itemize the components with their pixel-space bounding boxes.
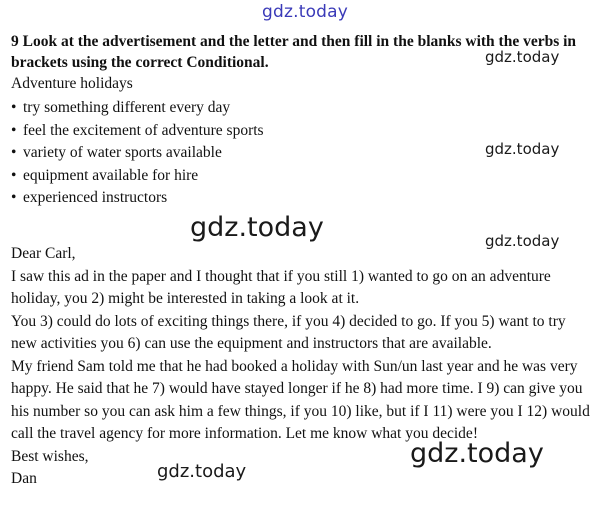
bullet-text: try something different every day	[23, 99, 231, 116]
advert-bullet-item	[11, 187, 264, 210]
bullet-icon: •	[11, 144, 17, 161]
watermark: gdz.today	[157, 461, 247, 482]
bullet-icon: •	[11, 99, 17, 116]
bullet-text: feel the excitement of adventure sports	[23, 121, 264, 139]
letter-signature: Dan	[11, 470, 37, 487]
watermark: gdz.today	[485, 232, 560, 250]
exercise-heading: 9 Look at the advertisement and the letter and then fill in the blanks with the verbs in brackets using the correct Conditional.	[11, 33, 577, 71]
letter-paragraph: My friend Sam told me that he had booked a holiday with Sun/un last year and he was very happy. He said that he 7) would have stayed longer if he 8) had more time. I 9) can give you his number so you can ask him a few things, if you 10) like, but if I 11) were you I 12) would call the travel agency for more information. Let me know what you decide!	[11, 357, 590, 442]
advert-bullet-item	[11, 97, 264, 120]
bullet-text: experienced instructors	[23, 189, 168, 206]
bullet-icon: •	[11, 189, 17, 206]
bullet-icon: •	[11, 166, 17, 184]
advert-bullet-item	[11, 120, 264, 143]
watermark: gdz.today	[485, 140, 560, 158]
advert-bullet-list	[11, 97, 264, 210]
advert-bullet-item	[11, 165, 264, 188]
advert-bullet-item	[11, 142, 264, 165]
bullet-icon: •	[11, 121, 17, 139]
watermark: gdz.today	[485, 48, 560, 66]
watermark: gdz.today	[410, 438, 544, 469]
watermark: gdz.today	[190, 212, 324, 243]
bullet-text: equipment available for hire	[23, 166, 199, 184]
letter-paragraph: You 3) could do lots of exciting things there, if you 4) decided to go. If you 5) want to try new activities you 6) can use the equipment and instructors that are available.	[11, 312, 566, 352]
letter-greeting: Dear Carl,	[11, 245, 76, 262]
advert-title: Adventure holidays	[11, 75, 133, 92]
watermark-top: gdz.today	[262, 2, 349, 22]
letter-closing: Best wishes,	[11, 447, 89, 465]
bullet-text: variety of water sports available	[23, 144, 222, 161]
letter-paragraph: I saw this ad in the paper and I thought that if you still 1) wanted to go on an adventure holiday, you 2) might be interested in taking a look at it.	[11, 267, 551, 307]
